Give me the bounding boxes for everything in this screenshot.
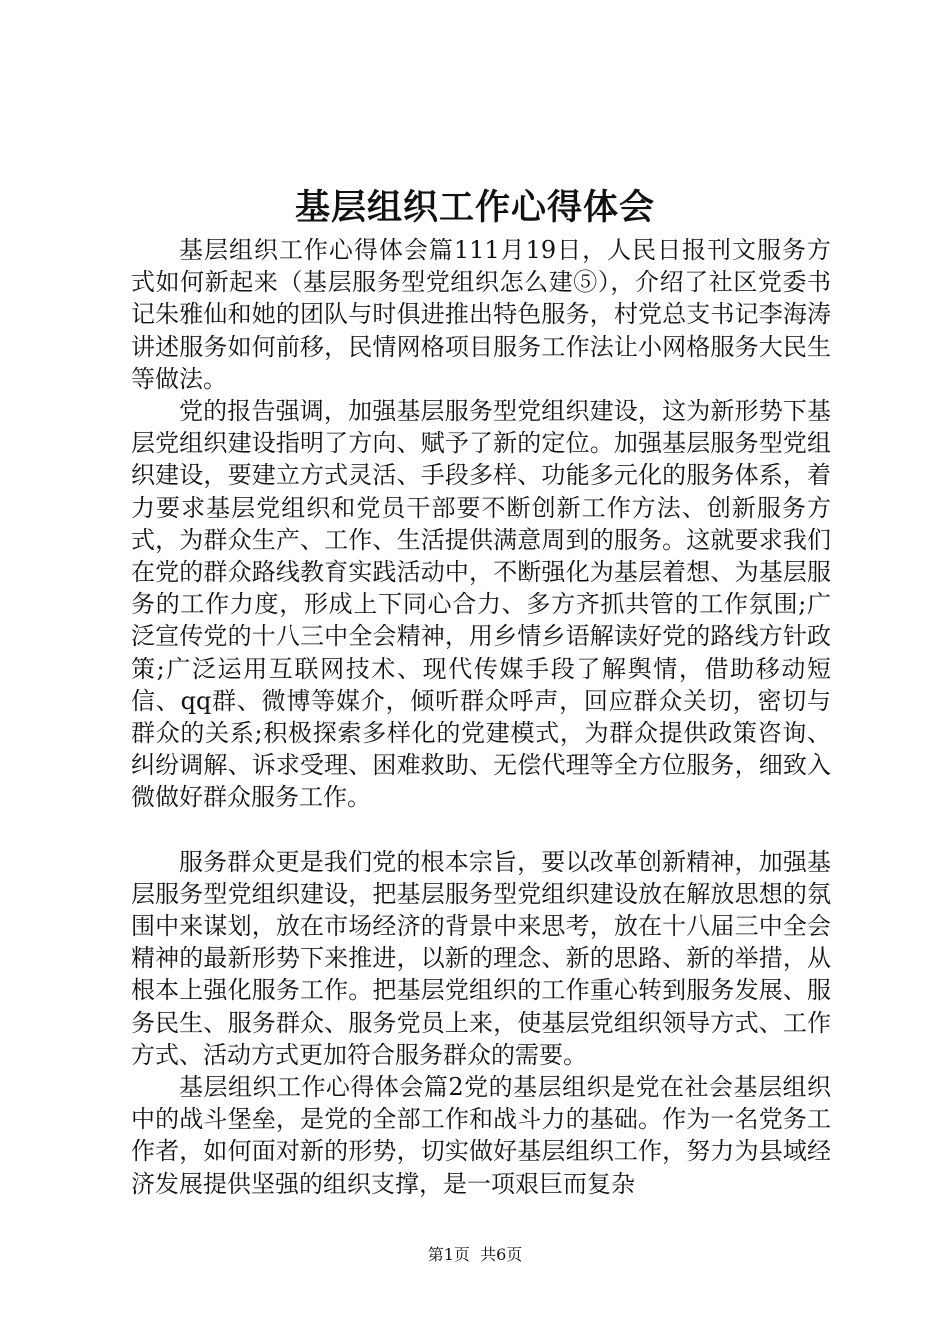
paragraph-4: 基层组织工作心得体会篇2党的基层组织是党在社会基层组织中的战斗堡垒，是党的全部工作和战斗力的基础。作为一名党务工作者，如何面对新的形势，切实做好基层组织工作，努力为县域经济发展提供坚强的组织支撑，是一项艰巨而复杂 [131,1073,831,1198]
document-body [131,234,831,1200]
page-footer: 第1页 共6页 [427,1245,523,1264]
document-title: 基层组织工作心得体会 [294,188,655,228]
paragraph-3: 服务群众更是我们党的根本宗旨，要以改革创新精神，加强基层服务型党组织建设，把基层服务型党组织建设放在解放思想的氛围中来谋划，放在市场经济的背景中来思考，放在十八届三中全会精神的最新形势下来推进，以新的理念、新的思路、新的举措，从根本上强化服务工作。把基层党组织的工作重心转到服务发展、服务民生、服务群众、服务党员上来，使基层党组织领导方式、工作方式、活动方式更加符合服务群众的需要。 [131,847,831,1069]
paragraph-spacer [131,814,831,846]
paragraph-1: 基层组织工作心得体会篇111月19日，人民日报刊文服务方式如何新起来（基层服务型党组织怎么建⑤），介绍了社区党委书记朱雅仙和她的团队与时俱进推出特色服务，村党总支书记李海涛讲述服务如何前移，民情网格项目服务工作法让小网格服务大民生等做法。 [131,236,831,393]
paragraph-2: 党的报告强调，加强基层服务型党组织建设，这为新形势下基层党组织建设指明了方向、赋予了新的定位。加强基层服务型党组织建设，要建立方式灵活、手段多样、功能多元化的服务体系，着力要求基层党组织和党员干部要不断创新工作方法、创新服务方式，为群众生产、工作、生活提供满意周到的服务。这就要求我们在党的群众路线教育实践活动中，不断强化为基层着想、为基层服务的工作力度，形成上下同心合力、多方齐抓共管的工作氛围;广泛宣传党的十八三中全会精神，用乡情乡语解读好党的路线方针政策;广泛运用互联网技术、现代传媒手段了解舆情，借助移动短信、qq群、微博等媒介，倾听群众呼声，回应群众关切，密切与群众的关系;积极探索多样化的党建模式，为群众提供政策咨询、纠纷调解、诉求受理、困难救助、无偿代理等全方位服务，细致入微做好群众服务工作。 [131,397,831,812]
